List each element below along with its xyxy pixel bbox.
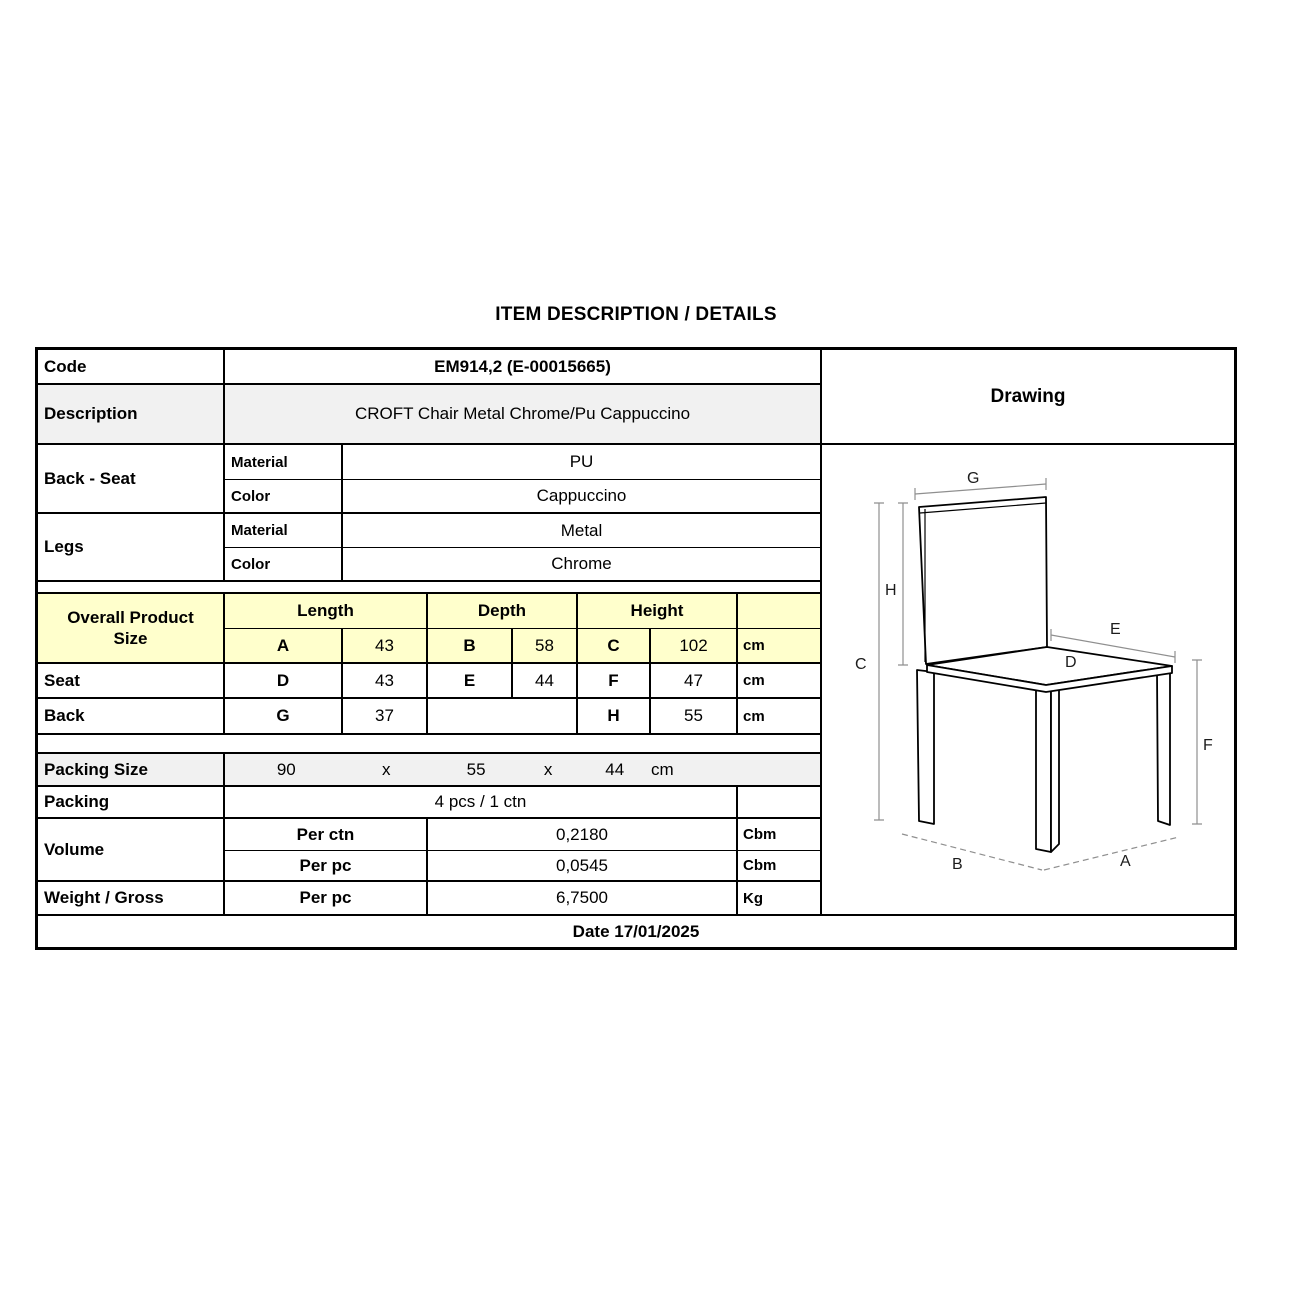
- spacer-row: [38, 735, 820, 754]
- back-g-key: G: [225, 699, 343, 735]
- dim-label-e: E: [1110, 621, 1121, 638]
- dim-label-a: A: [1120, 853, 1131, 870]
- page-title: ITEM DESCRIPTION / DETAILS: [495, 304, 777, 325]
- overall-b-value: 58: [513, 629, 578, 664]
- packing-unit-empty-cell: [738, 787, 820, 819]
- volume-per-pc-label: Per pc: [225, 851, 428, 882]
- seat-f-value: 47: [651, 664, 738, 699]
- packing-size-dim1: 90: [276, 759, 296, 779]
- packing-size-sep2: x: [543, 759, 553, 779]
- dim-label-g: G: [967, 470, 980, 487]
- overall-c-value: 102: [651, 629, 738, 664]
- chair-drawing-svg: [822, 445, 1234, 914]
- size-header-unit-cell: [738, 594, 820, 629]
- back-empty-cell: [428, 699, 578, 735]
- spec-main-table: [38, 350, 822, 914]
- back-seat-color-label: Color: [225, 480, 343, 514]
- chair-leg-right: [1157, 670, 1170, 825]
- chair-leg-front: [1036, 683, 1051, 852]
- legs-color-value: Chrome: [343, 548, 820, 582]
- legs-material-label: Material: [225, 514, 343, 548]
- drawing-column: [822, 350, 1234, 914]
- overall-b-key: B: [428, 629, 513, 664]
- weight-value: 6,7500: [428, 882, 738, 914]
- seat-d-value: 43: [343, 664, 428, 699]
- seat-f-key: F: [578, 664, 651, 699]
- dim-label-f: F: [1203, 737, 1213, 754]
- packing-size-dim3: 44: [605, 759, 625, 779]
- drawing-header: Drawing: [822, 350, 1234, 445]
- dim-line-g: [915, 484, 1046, 494]
- volume-per-pc-value: 0,0545: [428, 851, 738, 882]
- overall-size-label: Overall Product Size: [38, 594, 225, 664]
- dim-label-h: H: [885, 582, 897, 599]
- back-seat-label: Back - Seat: [38, 445, 225, 514]
- back-h-value: 55: [651, 699, 738, 735]
- chair-leg-left: [917, 670, 934, 824]
- overall-a-value: 43: [343, 629, 428, 664]
- packing-size-label: Packing Size: [38, 754, 225, 787]
- overall-a-key: A: [225, 629, 343, 664]
- back-unit: cm: [738, 699, 820, 735]
- overall-unit: cm: [738, 629, 820, 664]
- packing-size-values: [225, 754, 820, 787]
- back-seat-material-label: Material: [225, 445, 343, 480]
- weight-label: Weight / Gross: [38, 882, 225, 914]
- dim-line-a: [1044, 837, 1179, 870]
- overall-c-key: C: [578, 629, 651, 664]
- chair-backrest: [919, 497, 1047, 664]
- back-g-value: 37: [343, 699, 428, 735]
- dim-label-d: D: [1065, 654, 1077, 671]
- size-col-height: Height: [578, 594, 738, 629]
- back-h-key: H: [578, 699, 651, 735]
- volume-per-ctn-label: Per ctn: [225, 819, 428, 851]
- legs-color-label: Color: [225, 548, 343, 582]
- seat-unit: cm: [738, 664, 820, 699]
- volume-per-ctn-value: 0,2180: [428, 819, 738, 851]
- back-seat-color-value: Cappuccino: [343, 480, 820, 514]
- description-value: CROFT Chair Metal Chrome/Pu Cappuccino: [225, 385, 820, 445]
- description-label: Description: [38, 385, 225, 445]
- legs-material-value: Metal: [343, 514, 820, 548]
- legs-label: Legs: [38, 514, 225, 582]
- packing-size-dim2: 55: [466, 759, 486, 779]
- weight-unit: Kg: [738, 882, 820, 914]
- seat-d-key: D: [225, 664, 343, 699]
- spacer-row: [38, 582, 820, 594]
- size-col-depth: Depth: [428, 594, 578, 629]
- dim-label-c: C: [855, 656, 867, 673]
- seat-e-value: 44: [513, 664, 578, 699]
- code-label: Code: [38, 350, 225, 385]
- chair-drawing: [822, 445, 1234, 914]
- date-row: Date 17/01/2025: [38, 914, 1234, 947]
- volume-label: Volume: [38, 819, 225, 882]
- packing-value: 4 pcs / 1 ctn: [225, 787, 738, 819]
- seat-e-key: E: [428, 664, 513, 699]
- seat-label: Seat: [38, 664, 225, 699]
- volume-per-pc-unit: Cbm: [738, 851, 820, 882]
- dim-line-b: [902, 834, 1042, 870]
- chair-leg-front-side: [1051, 683, 1059, 852]
- back-seat-material-value: PU: [343, 445, 820, 480]
- code-value: EM914,2 (E-00015665): [225, 350, 820, 385]
- packing-size-sep1: x: [381, 759, 391, 779]
- back-label: Back: [38, 699, 225, 735]
- spec-sheet-table: [35, 347, 1237, 950]
- packing-size-unit: cm: [650, 759, 674, 779]
- volume-per-ctn-unit: Cbm: [738, 819, 820, 851]
- size-col-length: Length: [225, 594, 428, 629]
- packing-label: Packing: [38, 787, 225, 819]
- weight-per-label: Per pc: [225, 882, 428, 914]
- dim-label-b: B: [952, 856, 963, 873]
